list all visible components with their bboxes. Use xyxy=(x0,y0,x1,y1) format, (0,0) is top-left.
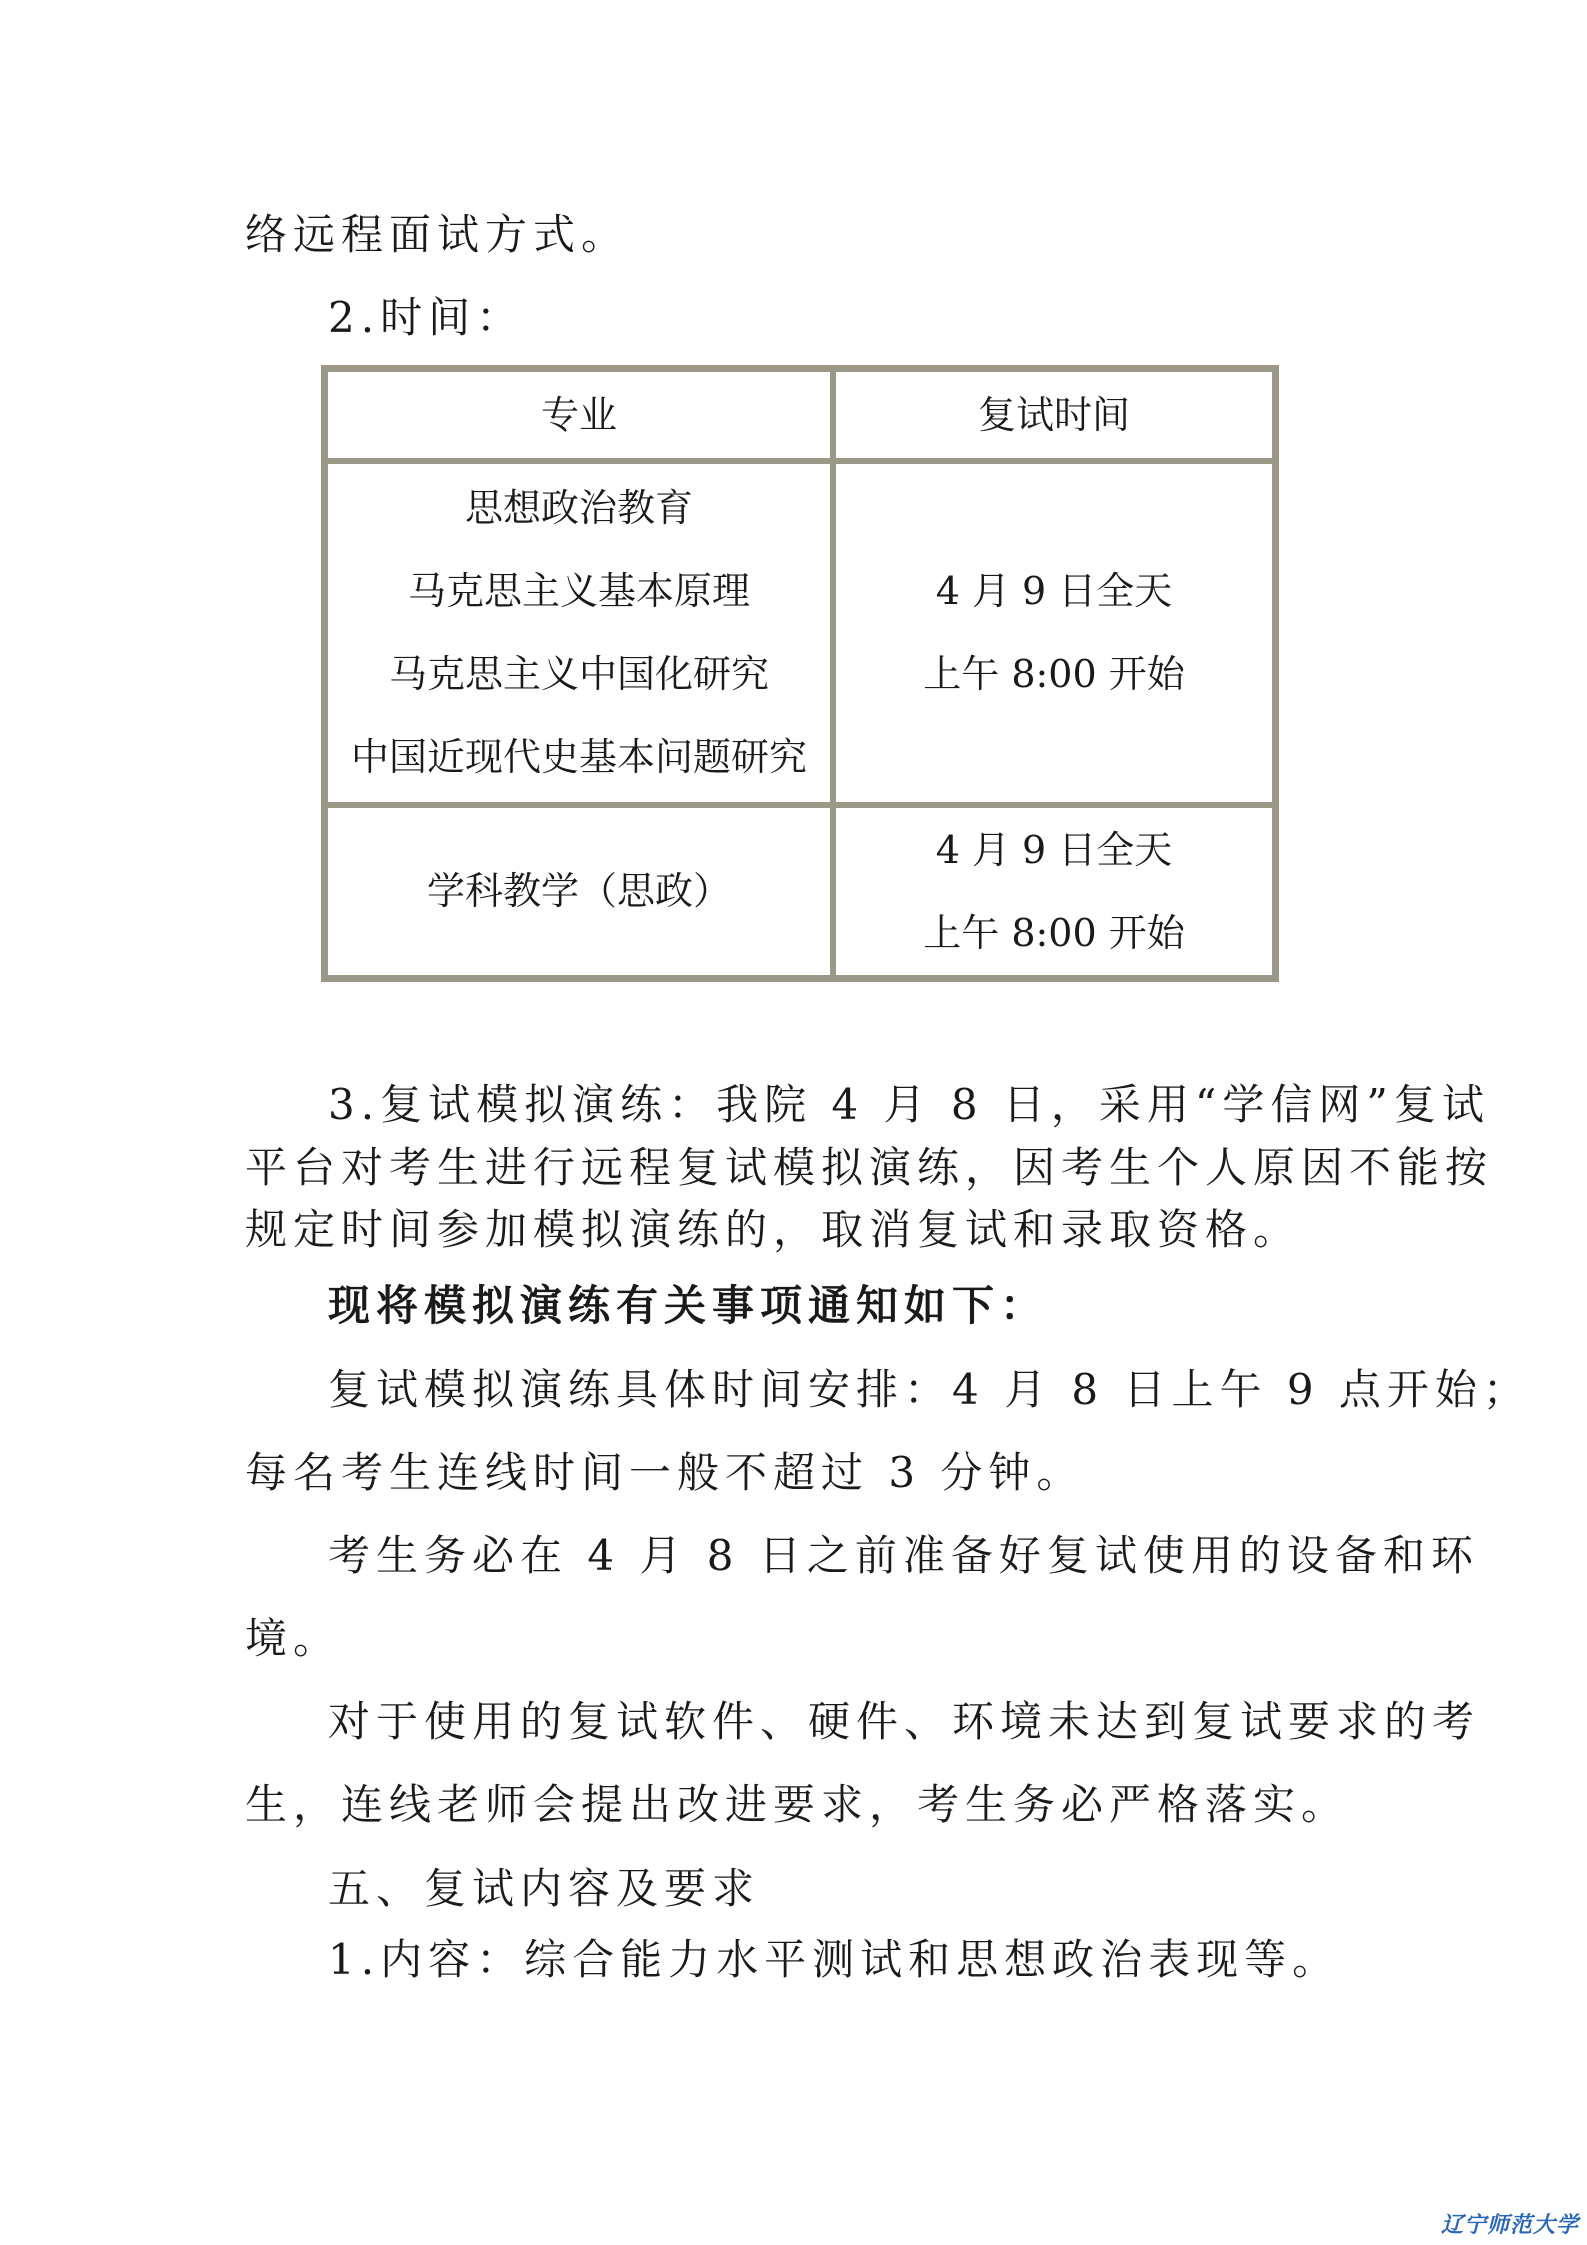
paragraph-mock-drill: 3.复试模拟演练：我院 4 月 8 日，采用“学信网”复试 xyxy=(328,1080,1490,1129)
paragraph-mock-drill-cont: 平台对考生进行远程复试模拟演练，因考生个人原因不能按 xyxy=(245,1143,1494,1192)
paragraph-notice-heading: 现将模拟演练有关事项通知如下： xyxy=(328,1281,1049,1330)
major-name: 学科教学（思政） xyxy=(426,869,731,913)
paragraph-requirements: 对于使用的复试软件、硬件、环境未达到复试要求的考 xyxy=(328,1697,1481,1746)
major-name: 马克思主义基本原理 xyxy=(407,569,750,613)
major-name: 中国近现代史基本问题研究 xyxy=(350,735,807,779)
time-cell xyxy=(833,805,1275,978)
table-header-row xyxy=(325,369,1275,461)
paragraph-mock-drill-cont: 规定时间参加模拟演练的，取消复试和录取资格。 xyxy=(245,1205,1302,1254)
major-name: 马克思主义中国化研究 xyxy=(388,652,769,696)
header-time: 复试时间 xyxy=(833,369,1275,461)
section-five-heading: 五、复试内容及要求 xyxy=(328,1864,761,1913)
major-cell xyxy=(325,461,833,805)
section-time-heading: 2.时间： xyxy=(328,293,525,342)
header-major: 专业 xyxy=(325,369,833,461)
table-row xyxy=(325,461,1275,805)
time-start: 上午 8:00 开始 xyxy=(923,910,1185,955)
university-watermark: 辽宁师范大学 xyxy=(1440,2213,1579,2238)
paragraph-requirements-cont: 生，连线老师会提出改进要求，考生务必严格落实。 xyxy=(245,1780,1350,1829)
paragraph-content: 1.内容：综合能力水平测试和思想政治表现等。 xyxy=(328,1935,1341,1984)
table-row xyxy=(325,805,1275,978)
time-date: 4 月 9 日全天 xyxy=(935,827,1173,872)
paragraph-schedule-cont: 每名考生连线时间一般不超过 3 分钟。 xyxy=(245,1448,1085,1497)
paragraph-equipment-cont: 境。 xyxy=(245,1614,342,1663)
time-cell xyxy=(833,461,1275,805)
schedule-table xyxy=(321,365,1279,982)
paragraph-schedule: 复试模拟演练具体时间安排：4 月 8 日上午 9 点开始； xyxy=(328,1365,1531,1414)
major-name: 思想政治教育 xyxy=(464,486,693,530)
paragraph-continuation: 络远程面试方式。 xyxy=(245,210,630,259)
paragraph-equipment: 考生务必在 4 月 8 日之前准备好复试使用的设备和环 xyxy=(328,1531,1479,1580)
major-cell xyxy=(325,805,833,978)
time-start: 上午 8:00 开始 xyxy=(923,652,1185,696)
time-date: 4 月 9 日全天 xyxy=(935,569,1173,613)
